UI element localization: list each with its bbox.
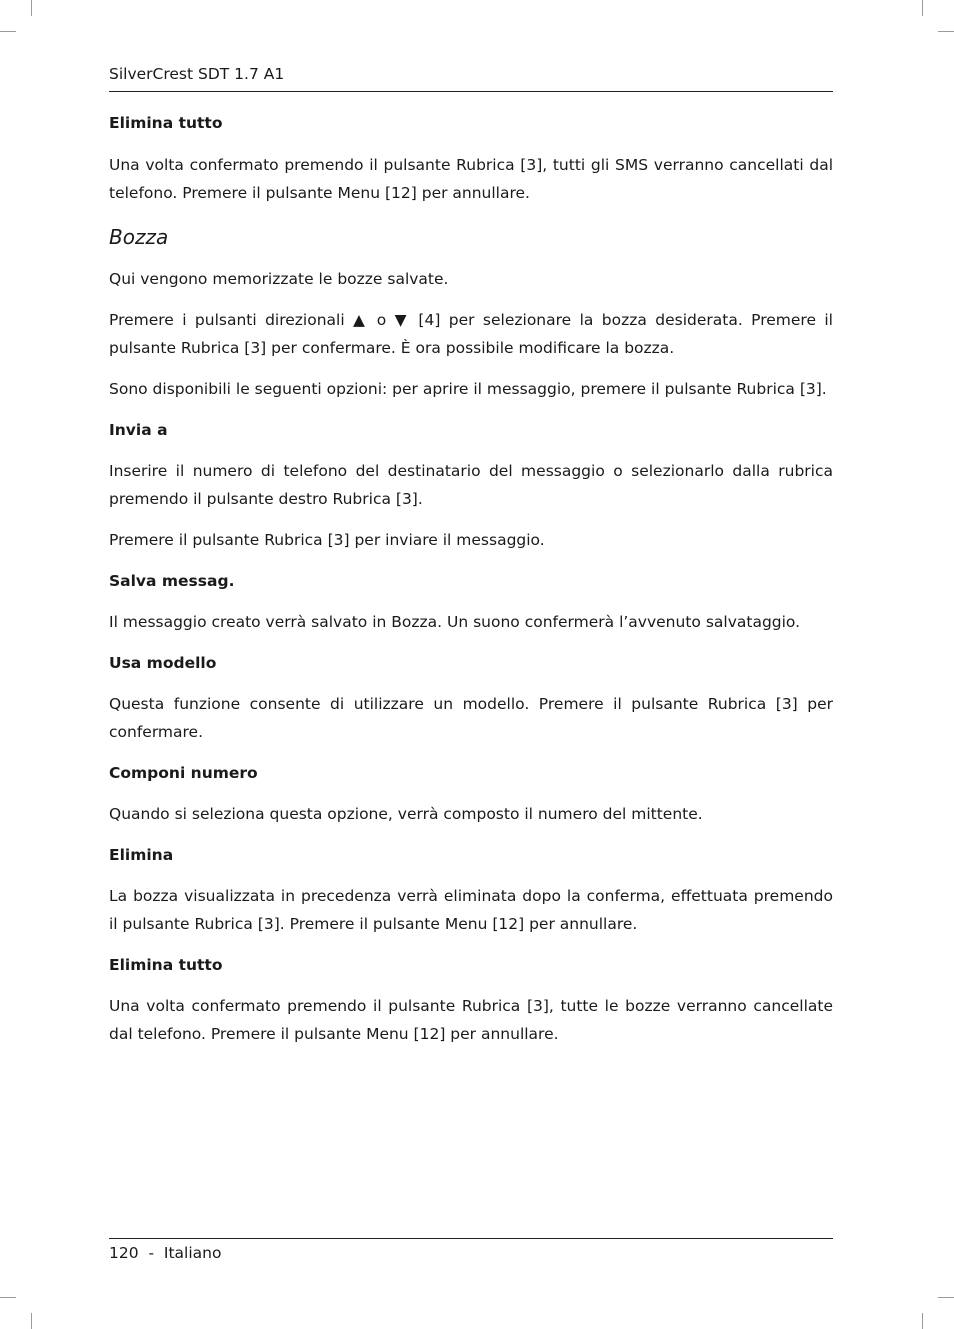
- crop-mark: [938, 1297, 954, 1298]
- footer-language: Italiano: [163, 1244, 222, 1262]
- paragraph: Inserire il numero di telefono del destinatario del messaggio o selezionarlo dalla rubrica premendo il pulsante destro Rubrica [3].: [109, 462, 833, 508]
- crop-mark: [922, 0, 923, 16]
- heading-componi-numero: Componi numero: [109, 764, 258, 782]
- paragraph: Qui vengono memorizzate le bozze salvate.: [109, 270, 449, 288]
- crop-mark: [938, 31, 954, 32]
- paragraph: Premere i pulsanti direzionali ▲ o ▼ [4] per selezionare la bozza desiderata. Premere il pulsante Rubrica [3] per confermare. È ora possibile modificare la bozza.: [109, 311, 833, 357]
- page-header: [109, 64, 833, 84]
- paragraph: Questa funzione consente di utilizzare un modello. Premere il pulsante Rubrica [3] per confermare.: [109, 695, 833, 741]
- page-footer: [109, 1243, 833, 1263]
- header-title: SilverCrest SDT 1.7 A1: [109, 65, 285, 83]
- header-rule: [109, 91, 833, 92]
- paragraph: Quando si seleziona questa opzione, verrà composto il numero del mittente.: [109, 805, 703, 823]
- paragraph: La bozza visualizzata in precedenza verrà eliminata dopo la conferma, effettuata premendo il pulsante Rubrica [3]. Premere il pulsante Menu [12] per annullare.: [109, 887, 833, 933]
- paragraph: Il messaggio creato verrà salvato in Bozza. Un suono confermerà l’avvenuto salvataggio.: [109, 613, 801, 631]
- heading-salva-messag: Salva messag.: [109, 572, 235, 590]
- crop-mark: [922, 1313, 923, 1329]
- heading-elimina: Elimina: [109, 846, 174, 864]
- crop-mark: [31, 1313, 32, 1329]
- footer-rule: [109, 1238, 833, 1239]
- crop-mark: [0, 1297, 16, 1298]
- footer-separator: -: [148, 1244, 155, 1262]
- section-title-bozza: Bozza: [109, 225, 169, 249]
- heading-elimina-tutto-2: Elimina tutto: [109, 956, 223, 974]
- page-number: 120: [109, 1244, 139, 1262]
- paragraph: Sono disponibili le seguenti opzioni: per aprire il messaggio, premere il pulsante Rubrica [3].: [109, 380, 827, 398]
- heading-elimina-tutto: Elimina tutto: [109, 114, 223, 132]
- paragraph: Premere il pulsante Rubrica [3] per inviare il messaggio.: [109, 531, 545, 549]
- heading-usa-modello: Usa modello: [109, 654, 217, 672]
- page-body: [109, 112, 833, 1048]
- paragraph: Una volta confermato premendo il pulsante Rubrica [3], tutti gli SMS verranno cancellati dal telefono. Premere il pulsante Menu [12] per annullare.: [109, 156, 833, 202]
- crop-mark: [31, 0, 32, 16]
- heading-invia-a: Invia a: [109, 421, 168, 439]
- paragraph: Una volta confermato premendo il pulsante Rubrica [3], tutte le bozze verranno cancellate dal telefono. Premere il pulsante Menu [12] per annullare.: [109, 997, 833, 1043]
- crop-mark: [0, 31, 16, 32]
